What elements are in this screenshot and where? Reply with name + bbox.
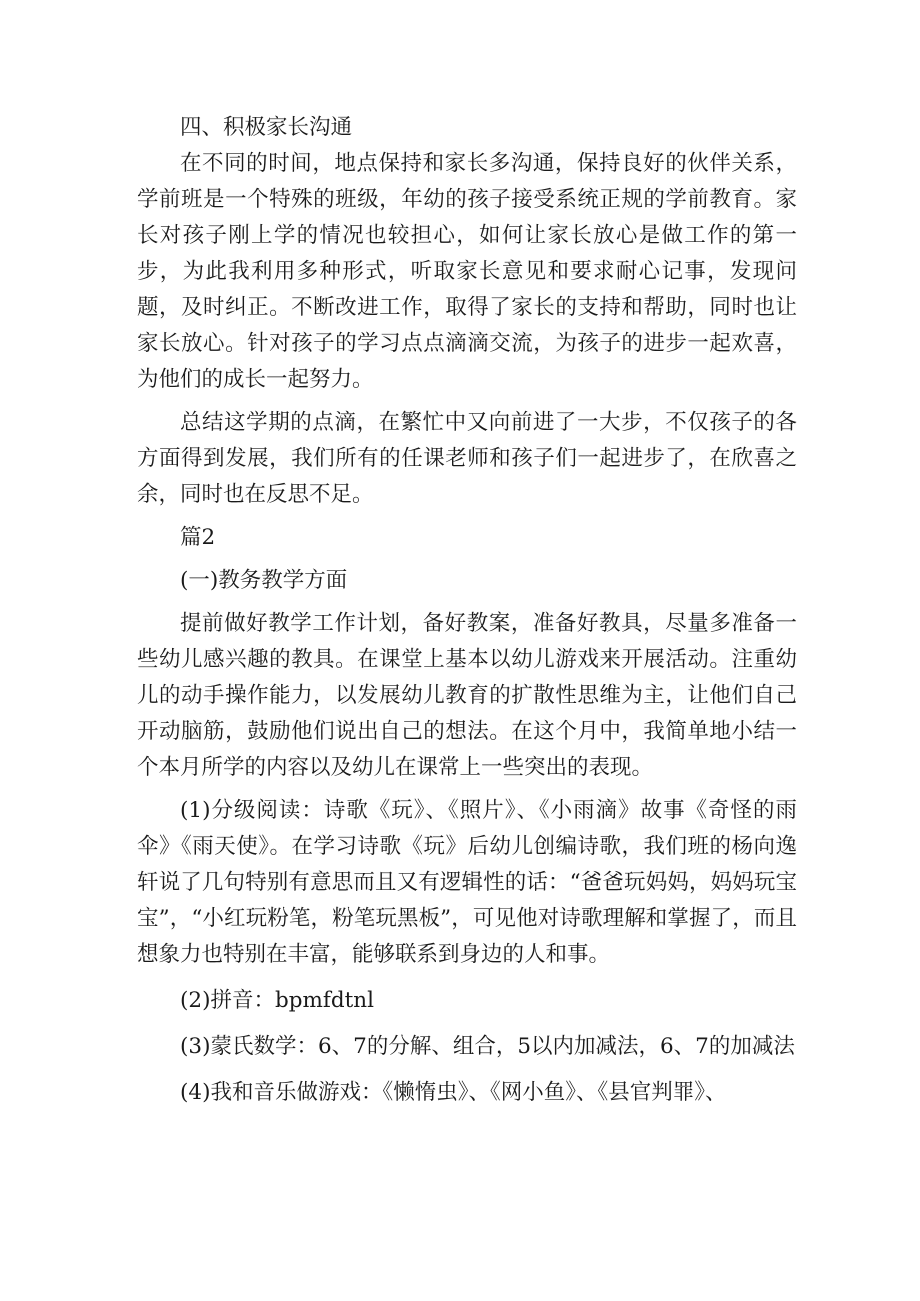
subheading-teaching: (一)教务教学方面 <box>180 568 348 593</box>
section-heading-part-2: 篇2 <box>180 525 216 550</box>
section-heading-parent-communication: 四、积极家长沟通 <box>180 115 353 140</box>
paragraph-semester-summary: 总结这学期的点滴，在繁忙中又向前进了一大步，不仅孩子的各方面得到发展，我们所有的任课老师和孩子们一起进步了，在欣喜之余，同时也在反思不足。 <box>137 410 797 507</box>
list-item-graded-reading: (1)分级阅读：诗歌《玩》、《照片》、《小雨滴》故事《奇怪的雨伞》《雨天使》。在学习诗歌《玩》后幼儿创编诗歌，我们班的杨向逸轩说了几句特别有意思而且又有逻辑性的话：“爸爸玩妈妈，妈妈玩宝宝”，“小红玩粉笔，粉笔玩黑板”，可见他对诗歌理解和掌握了，而且想象力也特别在丰富，能够联系到身边的人和事。 <box>137 798 797 967</box>
list-item-pinyin: (2)拼音：bpmfdtnl <box>180 988 374 1013</box>
list-item-music-games: (4)我和音乐做游戏：《懒惰虫》、《网小鱼》、《县官判罪》、 <box>180 1080 727 1105</box>
list-item-montessori-math: (3)蒙氏数学：6、7的分解、组合，5以内加减法，6、7的加减法 <box>180 1034 795 1059</box>
document-body <box>137 110 797 1118</box>
paragraph-parent-communication: 在不同的时间，地点保持和家长多沟通，保持良好的伙伴关系，学前班是一个特殊的班级，年幼的孩子接受系统正规的学前教育。家长对孩子刚上学的情况也较担心，如何让家长放心是做工作的第一步，为此我利用多种形式，听取家长意见和要求耐心记事，发现问题，及时纠正。不断改进工作，取得了家长的支持和帮助，同时也让家长放心。针对孩子的学习点点滴滴交流，为孩子的进步一起欢喜，为他们的成长一起努力。 <box>137 151 797 392</box>
paragraph-teaching-plan: 提前做好教学工作计划，备好教案，准备好教具，尽量多准备一些幼儿感兴趣的教具。在课堂上基本以幼儿游戏来开展活动。注重幼儿的动手操作能力，以发展幼儿教育的扩散性思维为主，让他们自己开动脑筋，鼓励他们说出自己的想法。在这个月中，我简单地小结一个本月所学的内容以及幼儿在课常上一些突出的表现。 <box>137 611 797 780</box>
